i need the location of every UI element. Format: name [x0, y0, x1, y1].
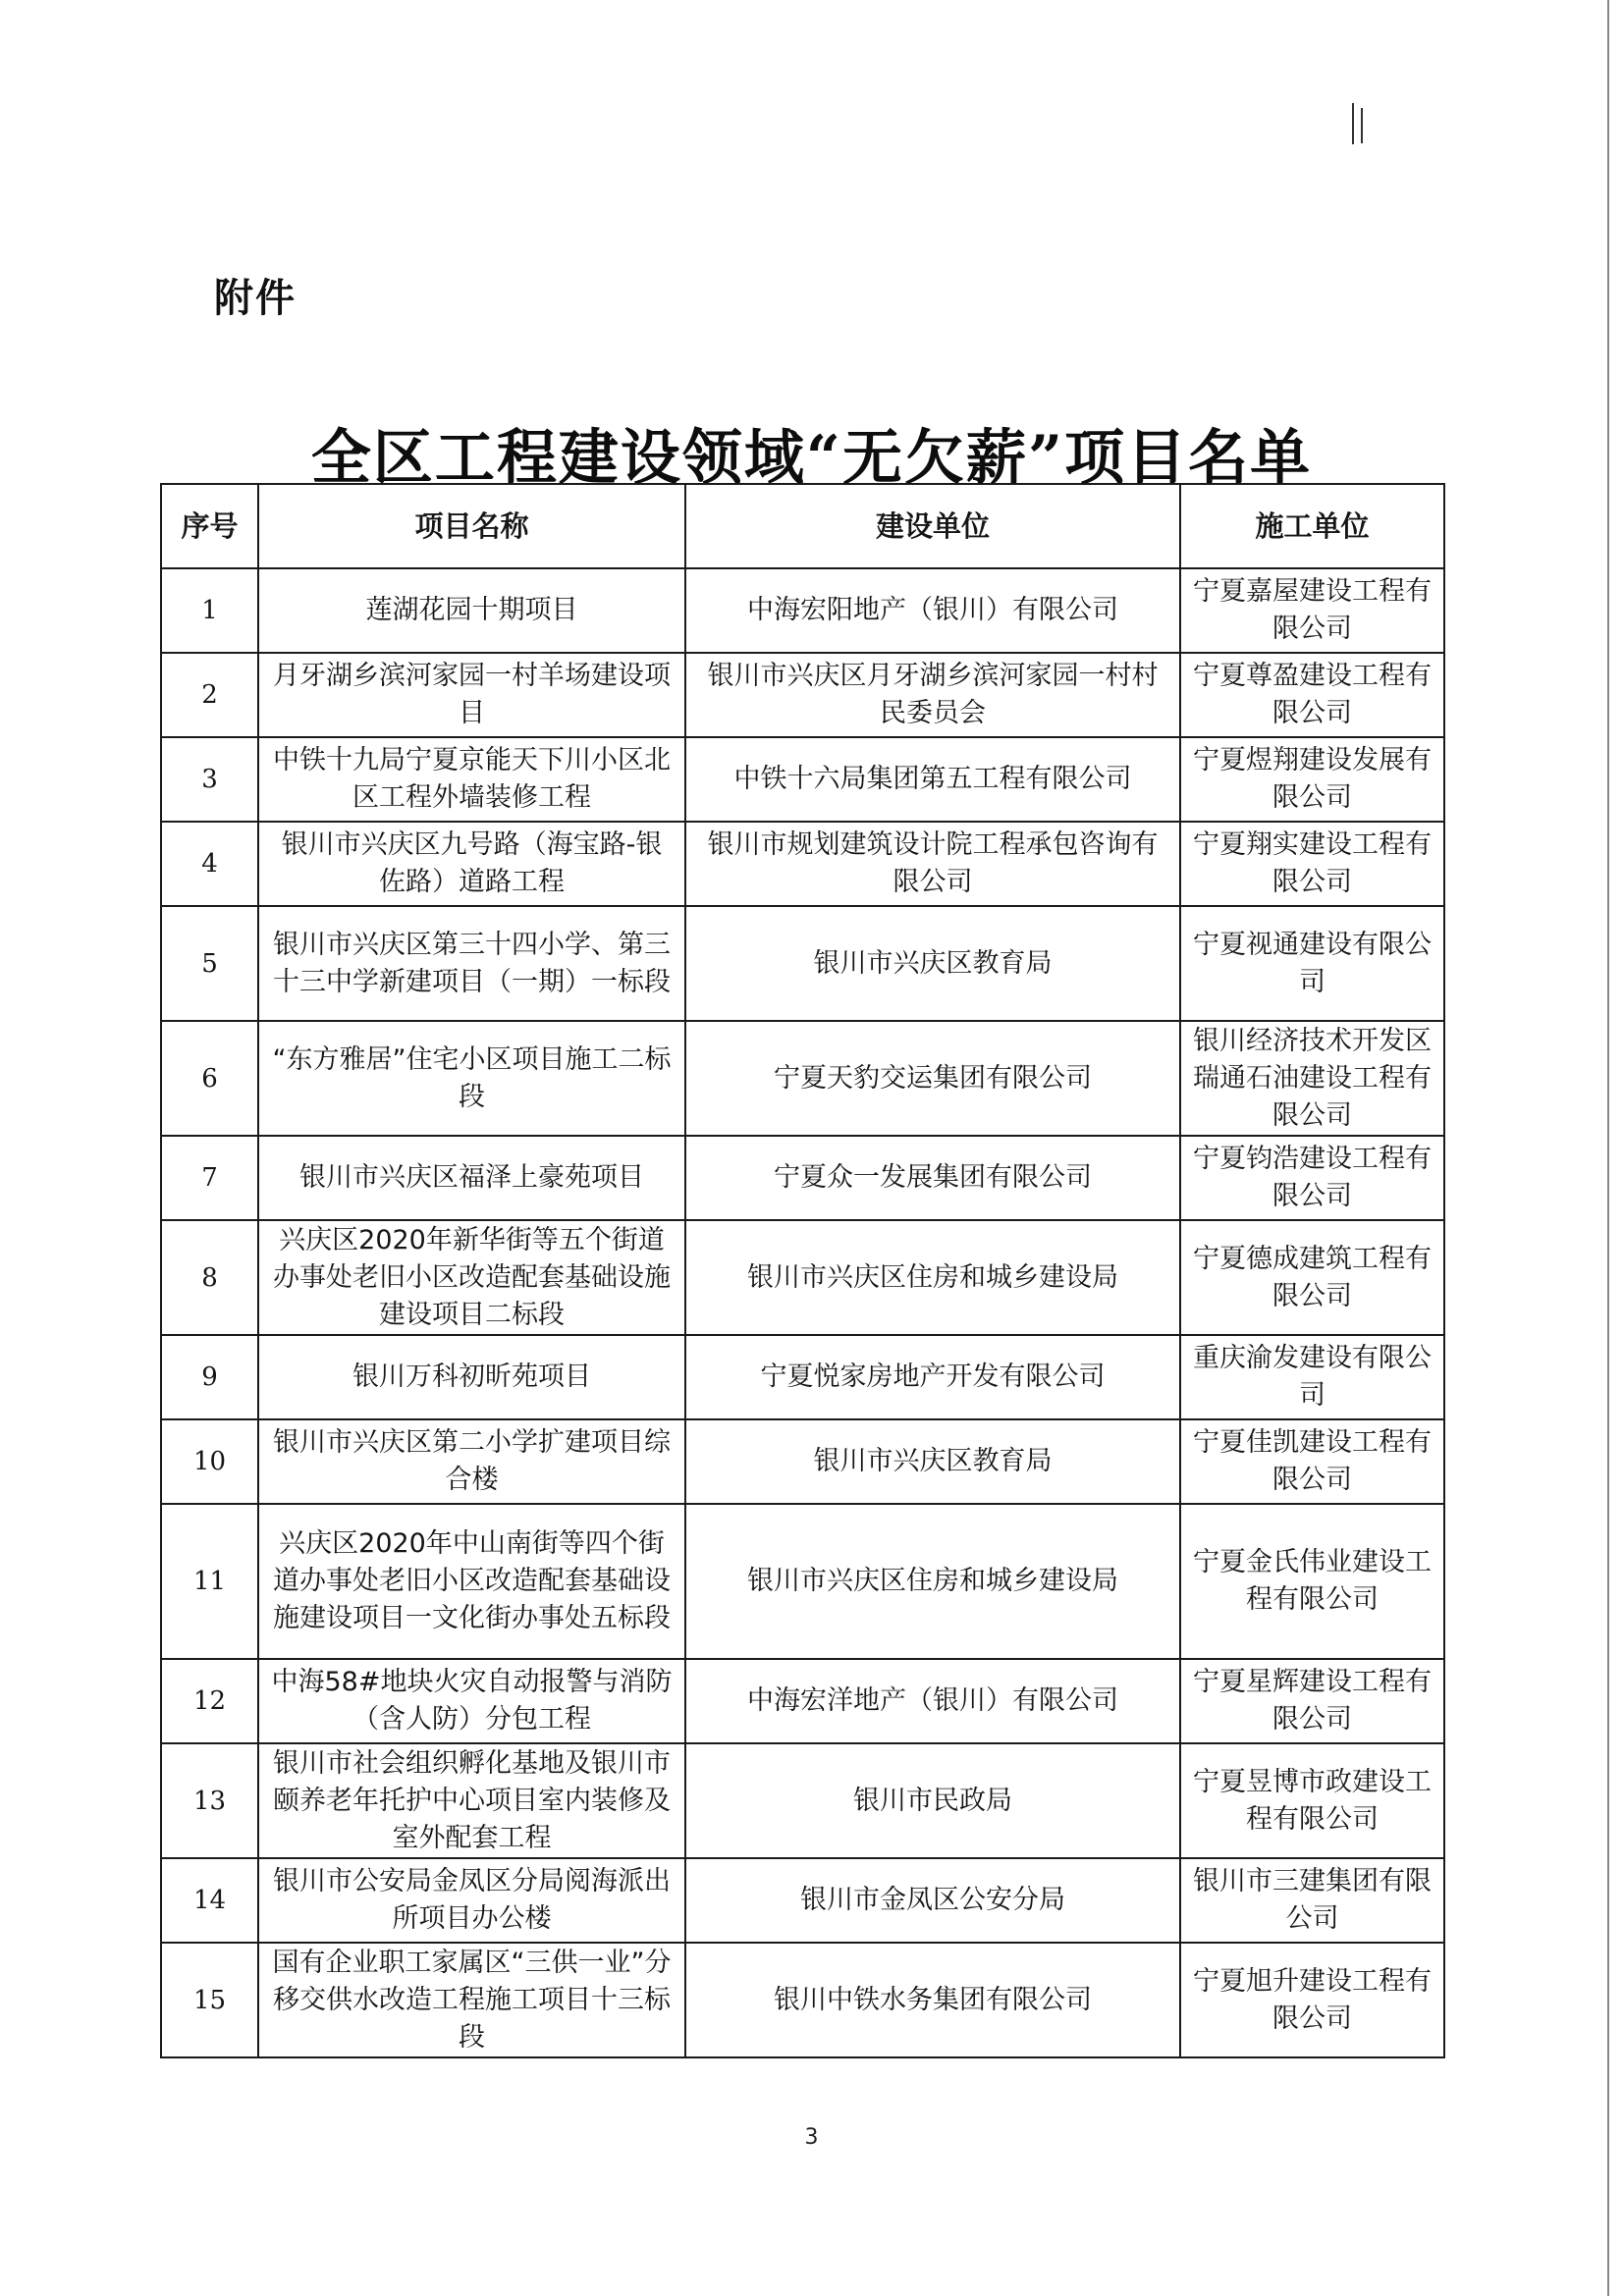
construction-unit: 银川市兴庆区住房和城乡建设局 [685, 1220, 1180, 1335]
project-name: 银川市社会组织孵化基地及银川市颐养老年托护中心项目室内装修及室外配套工程 [258, 1743, 685, 1858]
row-number: 4 [161, 822, 258, 906]
contractor: 宁夏金氏伟业建设工程有限公司 [1180, 1504, 1444, 1659]
project-name: 中海58#地块火灾自动报警与消防（含人防）分包工程 [258, 1659, 685, 1743]
table-header-row [161, 484, 1444, 568]
contractor: 银川市三建集团有限公司 [1180, 1858, 1444, 1943]
project-name: “东方雅居”住宅小区项目施工二标段 [258, 1021, 685, 1136]
contractor: 宁夏翔实建设工程有限公司 [1180, 822, 1444, 906]
table-row [161, 1136, 1444, 1220]
row-number: 9 [161, 1335, 258, 1419]
row-number: 10 [161, 1419, 258, 1504]
row-number: 7 [161, 1136, 258, 1220]
row-number: 13 [161, 1743, 258, 1858]
construction-unit: 宁夏众一发展集团有限公司 [685, 1136, 1180, 1220]
contractor: 宁夏嘉屋建设工程有限公司 [1180, 568, 1444, 653]
project-name: 银川万科初昕苑项目 [258, 1335, 685, 1419]
row-number: 11 [161, 1504, 258, 1659]
construction-unit: 中铁十六局集团第五工程有限公司 [685, 737, 1180, 822]
table-row [161, 1419, 1444, 1504]
table-row [161, 1021, 1444, 1136]
attachment-label: 附件 [214, 276, 297, 321]
project-name: 月牙湖乡滨河家园一村羊场建设项目 [258, 653, 685, 737]
row-number: 14 [161, 1858, 258, 1943]
row-number: 6 [161, 1021, 258, 1136]
row-number: 3 [161, 737, 258, 822]
construction-unit: 银川市规划建筑设计院工程承包咨询有限公司 [685, 822, 1180, 906]
construction-unit: 银川市兴庆区教育局 [685, 906, 1180, 1021]
project-name: 莲湖花园十期项目 [258, 568, 685, 653]
table-row [161, 1659, 1444, 1743]
header-construction-unit: 建设单位 [685, 484, 1180, 568]
project-name: 银川市兴庆区福泽上豪苑项目 [258, 1136, 685, 1220]
table-row [161, 906, 1444, 1021]
project-name: 银川市兴庆区第二小学扩建项目综合楼 [258, 1419, 685, 1504]
table-row [161, 1335, 1444, 1419]
row-number: 5 [161, 906, 258, 1021]
table-row [161, 1743, 1444, 1858]
header-project-name: 项目名称 [258, 484, 685, 568]
contractor: 银川经济技术开发区瑞通石油建设工程有限公司 [1180, 1021, 1444, 1136]
project-table [160, 483, 1445, 2058]
row-number: 8 [161, 1220, 258, 1335]
row-number: 1 [161, 568, 258, 653]
page-title: 全区工程建设领域“无欠薪”项目名单 [310, 423, 1313, 493]
construction-unit: 中海宏洋地产（银川）有限公司 [685, 1659, 1180, 1743]
table-row [161, 653, 1444, 737]
contractor: 宁夏尊盈建设工程有限公司 [1180, 653, 1444, 737]
construction-unit: 宁夏天豹交运集团有限公司 [685, 1021, 1180, 1136]
project-name: 兴庆区2020年新华街等五个街道办事处老旧小区改造配套基础设施建设项目二标段 [258, 1220, 685, 1335]
scan-edge-line [1607, 0, 1609, 2296]
table-row [161, 1220, 1444, 1335]
construction-unit: 银川市金凤区公安分局 [685, 1858, 1180, 1943]
construction-unit: 银川中铁水务集团有限公司 [685, 1943, 1180, 2057]
contractor: 宁夏昱博市政建设工程有限公司 [1180, 1743, 1444, 1858]
row-number: 12 [161, 1659, 258, 1743]
construction-unit: 银川市民政局 [685, 1743, 1180, 1858]
construction-unit: 宁夏悦家房地产开发有限公司 [685, 1335, 1180, 1419]
contractor: 宁夏星辉建设工程有限公司 [1180, 1659, 1444, 1743]
header-number: 序号 [161, 484, 258, 568]
scan-mark [1361, 108, 1363, 143]
table-row [161, 1858, 1444, 1943]
contractor: 宁夏视通建设有限公司 [1180, 906, 1444, 1021]
construction-unit: 中海宏阳地产（银川）有限公司 [685, 568, 1180, 653]
project-name: 国有企业职工家属区“三供一业”分移交供水改造工程施工项目十三标段 [258, 1943, 685, 2057]
table-row [161, 737, 1444, 822]
contractor: 宁夏钧浩建设工程有限公司 [1180, 1136, 1444, 1220]
project-name: 中铁十九局宁夏京能天下川小区北区工程外墙装修工程 [258, 737, 685, 822]
contractor: 宁夏佳凯建设工程有限公司 [1180, 1419, 1444, 1504]
project-name: 兴庆区2020年中山南街等四个街道办事处老旧小区改造配套基础设施建设项目一文化街办事处五标段 [258, 1504, 685, 1659]
table-row [161, 1504, 1444, 1659]
table-row [161, 822, 1444, 906]
project-name: 银川市公安局金凤区分局阅海派出所项目办公楼 [258, 1858, 685, 1943]
construction-unit: 银川市兴庆区月牙湖乡滨河家园一村村民委员会 [685, 653, 1180, 737]
contractor: 宁夏煜翔建设发展有限公司 [1180, 737, 1444, 822]
contractor: 重庆渝发建设有限公司 [1180, 1335, 1444, 1419]
project-name: 银川市兴庆区第三十四小学、第三十三中学新建项目（一期）一标段 [258, 906, 685, 1021]
table-row [161, 1943, 1444, 2057]
contractor: 宁夏德成建筑工程有限公司 [1180, 1220, 1444, 1335]
table-row [161, 568, 1444, 653]
contractor: 宁夏旭升建设工程有限公司 [1180, 1943, 1444, 2057]
construction-unit: 银川市兴庆区住房和城乡建设局 [685, 1504, 1180, 1659]
construction-unit: 银川市兴庆区教育局 [685, 1419, 1180, 1504]
row-number: 2 [161, 653, 258, 737]
project-name: 银川市兴庆区九号路（海宝路-银佐路）道路工程 [258, 822, 685, 906]
page-number: 3 [804, 2125, 819, 2150]
scan-mark [1352, 103, 1354, 144]
row-number: 15 [161, 1943, 258, 2057]
header-contractor: 施工单位 [1180, 484, 1444, 568]
